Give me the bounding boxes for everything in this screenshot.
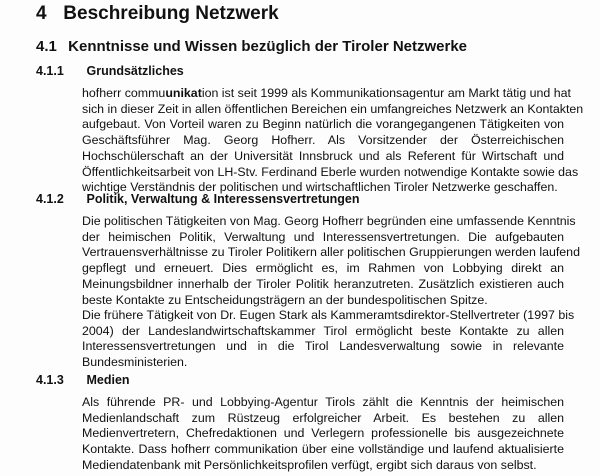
paragraph-line: der heimischen Politik, Verwaltung und Interessensvertretungen. Die aufgebauten <box>82 229 564 244</box>
subsection-title: Politik, Verwaltung & Interessensvertretungen <box>86 192 360 206</box>
logo-emphasis: unikat <box>165 86 202 100</box>
paragraph-line: Die politischen Tätigkeiten von Mag. Georg Hofherr begründen eine umfassende Kenntnis <box>82 214 576 228</box>
paragraph-line: Interessensvertretungen und in die Tirol Landesverwaltung sowie in relevante <box>82 339 564 354</box>
subsection-number: 4.1.2 <box>36 192 64 206</box>
subsection-title: Grundsätzliches <box>86 64 184 78</box>
subsection-number: 4.1.3 <box>36 373 64 387</box>
section-number: 4.1 <box>36 38 57 55</box>
paragraph-line: Öffentlichkeitsarbeit von LH-Stv. Ferdinand Eberle wurden notwendige Kontakte sowie das <box>82 164 579 179</box>
chapter-title: Beschreibung Netzwerk <box>63 3 279 24</box>
paragraph-line: hofherr commuunikation ist seit 1999 als Kommunikationsagentur am Markt tätig und hat <box>82 86 571 100</box>
paragraph-line: Kontakte. Dass hofherr communikation über eine vollständige und laufend aktualisierte <box>82 442 564 457</box>
paragraph-line: Die frühere Tätigkeit von Dr. Eugen Stark als Kammeramtsdirektor-Stellvertreter (1997 bis <box>82 308 575 322</box>
subsection-heading-medien <box>36 373 130 387</box>
paragraph-line: Als führende PR- und Lobbying-Agentur Tirols zählt die Kenntnis der heimischen <box>82 395 564 409</box>
paragraph-grundsaetzliches <box>82 86 584 196</box>
paragraph-line: Hochschülerschaft an der Universität Innsbruck und als Referent für Wirtschaft und <box>82 148 564 163</box>
paragraph-medien <box>82 395 564 474</box>
subsection-heading-grundsaetzliches <box>36 64 184 78</box>
paragraph-line: Geschäftsführer Mag. Georg Hofherr. Als Vorsitzender der Österreichischen <box>82 133 564 148</box>
paragraph-line: gepflegt und erneuert. Dies ermöglicht es, im Rahmen von Lobbying direkt an <box>82 261 564 276</box>
paragraph-line: sich in dieser Zeit in allen öffentlichen Bereichen ein umfangreiches Netzwerk an Kontakten <box>82 101 584 116</box>
subsection-title: Medien <box>86 373 130 387</box>
paragraph-politik-2 <box>82 308 575 371</box>
paragraph-line: Bundesministerien. <box>82 355 188 370</box>
paragraph-politik-1 <box>82 214 580 308</box>
paragraph-line: beste Kontakte zu Entscheidungsträgern an der bundespolitischen Spitze. <box>82 292 488 307</box>
chapter-number: 4 <box>36 3 47 24</box>
paragraph-line: aufgebaut. Von Vorteil waren zu Beginn natürlich die vorangegangenen Tätigkeiten von <box>82 117 564 132</box>
paragraph-line: Medienvertretern, Chefredaktionen und Verlegern professionelle bis ausgezeichnete <box>82 426 564 441</box>
chapter-heading <box>36 3 279 25</box>
section-heading <box>36 38 467 55</box>
subsection-number: 4.1.1 <box>36 64 64 78</box>
paragraph-line: 2004) der Landeslandwirtschaftskammer Tirol ermöglicht beste Kontakte zu allen <box>82 323 564 338</box>
paragraph-line: Vertrauensverhältnisse zu Tiroler Politikern aller politischen Gruppierungen werden laufend <box>82 245 580 260</box>
section-title: Kenntnisse und Wissen bezüglich der Tiroler Netzwerke <box>68 38 468 55</box>
paragraph-line: Mediendatenbank mit Persönlichkeitsprofilen verfügt, ergibt sich daraus von selbst. <box>82 457 537 472</box>
subsection-heading-politik <box>36 192 359 206</box>
paragraph-line: Meinungsbildner innerhalb der Tiroler Politik heranzutreten. Zusätzlich existieren auch <box>82 276 564 291</box>
paragraph-line: Medienlandschaft zum Rüstzeug erfolgreicher Arbeit. Es bestehen zu allen <box>82 410 564 425</box>
paragraph-line: wichtige Verständnis der politischen und wirtschaftlichen Tiroler Netzwerke geschaffen. <box>82 180 558 195</box>
